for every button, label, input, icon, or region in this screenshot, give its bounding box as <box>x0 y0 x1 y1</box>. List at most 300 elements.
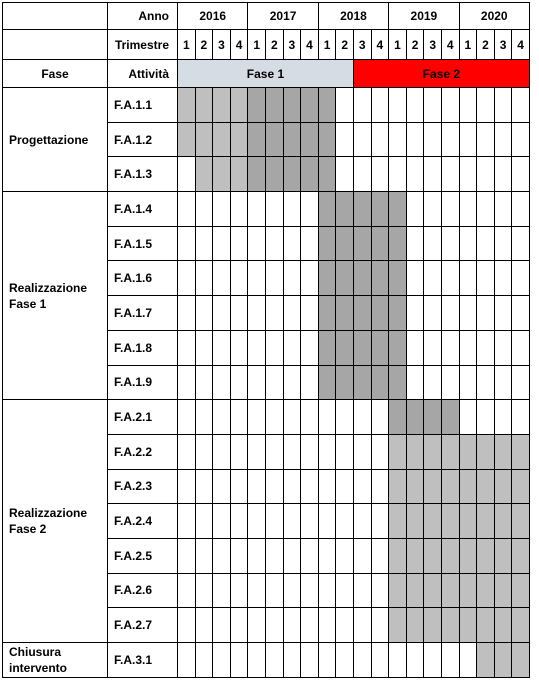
gantt-empty-cell <box>424 330 442 365</box>
gantt-bar-cell <box>265 122 283 157</box>
year-header: 2020 <box>459 3 529 30</box>
gantt-empty-cell <box>248 608 266 643</box>
gantt-empty-cell <box>424 122 442 157</box>
gantt-bar-cell <box>230 157 248 192</box>
gantt-bar-cell <box>406 504 424 539</box>
year-header: 2017 <box>248 3 318 30</box>
quarter-number: 3 <box>213 30 231 60</box>
gantt-empty-cell <box>178 330 196 365</box>
gantt-empty-cell <box>265 330 283 365</box>
gantt-empty-cell <box>353 469 371 504</box>
gantt-bar-cell <box>248 122 266 157</box>
activity-code: F.A.2.6 <box>108 573 178 608</box>
gantt-empty-cell <box>477 400 495 435</box>
gantt-empty-cell <box>230 296 248 331</box>
gantt-bar-cell <box>230 122 248 157</box>
gantt-empty-cell <box>406 157 424 192</box>
gantt-bar-cell <box>459 434 477 469</box>
gantt-empty-cell <box>195 504 213 539</box>
gantt-empty-cell <box>389 122 407 157</box>
activity-row <box>3 400 530 435</box>
gantt-empty-cell <box>213 608 231 643</box>
gantt-empty-cell <box>477 330 495 365</box>
gantt-empty-cell <box>195 538 213 573</box>
gantt-empty-cell <box>477 88 495 123</box>
fase-group-label: Progettazione <box>3 88 108 192</box>
gantt-bar-cell <box>371 226 389 261</box>
gantt-bar-cell <box>336 192 354 227</box>
gantt-empty-cell <box>459 330 477 365</box>
gantt-empty-cell <box>230 226 248 261</box>
gantt-empty-cell <box>371 504 389 539</box>
gantt-empty-cell <box>265 469 283 504</box>
gantt-empty-cell <box>248 434 266 469</box>
gantt-empty-cell <box>283 469 301 504</box>
gantt-empty-cell <box>318 643 336 678</box>
gantt-empty-cell <box>248 400 266 435</box>
gantt-empty-cell <box>178 434 196 469</box>
gantt-bar-cell <box>441 608 459 643</box>
gantt-empty-cell <box>459 400 477 435</box>
gantt-bar-cell <box>459 504 477 539</box>
gantt-empty-cell <box>353 504 371 539</box>
gantt-bar-cell <box>283 122 301 157</box>
phase-band-row <box>3 60 530 88</box>
gantt-bar-cell <box>477 469 495 504</box>
gantt-empty-cell <box>248 226 266 261</box>
gantt-empty-cell <box>512 296 530 331</box>
gantt-bar-cell <box>424 434 442 469</box>
gantt-empty-cell <box>353 400 371 435</box>
gantt-empty-cell <box>265 434 283 469</box>
gantt-empty-cell <box>512 400 530 435</box>
gantt-bar-cell <box>459 538 477 573</box>
gantt-empty-cell <box>389 88 407 123</box>
activity-code: F.A.2.1 <box>108 400 178 435</box>
gantt-empty-cell <box>301 226 319 261</box>
gantt-empty-cell <box>318 504 336 539</box>
gantt-empty-cell <box>512 226 530 261</box>
gantt-empty-cell <box>459 192 477 227</box>
quarter-number: 3 <box>494 30 512 60</box>
gantt-bar-cell <box>318 296 336 331</box>
gantt-bar-cell <box>389 226 407 261</box>
gantt-empty-cell <box>512 88 530 123</box>
gantt-empty-cell <box>195 608 213 643</box>
gantt-empty-cell <box>248 504 266 539</box>
gantt-empty-cell <box>301 365 319 400</box>
gantt-bar-cell <box>318 226 336 261</box>
gantt-bar-cell <box>389 434 407 469</box>
quarter-number: 3 <box>424 30 442 60</box>
gantt-bar-cell <box>406 400 424 435</box>
gantt-empty-cell <box>336 608 354 643</box>
gantt-empty-cell <box>336 88 354 123</box>
gantt-bar-cell <box>424 469 442 504</box>
gantt-empty-cell <box>441 88 459 123</box>
gantt-empty-cell <box>213 192 231 227</box>
gantt-empty-cell <box>301 469 319 504</box>
gantt-empty-cell <box>195 365 213 400</box>
gantt-bar-cell <box>441 538 459 573</box>
gantt-bar-cell <box>301 122 319 157</box>
year-header-row <box>3 3 530 30</box>
gantt-empty-cell <box>230 261 248 296</box>
gantt-empty-cell <box>283 573 301 608</box>
gantt-empty-cell <box>230 192 248 227</box>
gantt-empty-cell <box>494 88 512 123</box>
attivita-column-header: Attività <box>108 60 178 88</box>
gantt-empty-cell <box>318 573 336 608</box>
gantt-empty-cell <box>424 365 442 400</box>
gantt-empty-cell <box>283 504 301 539</box>
gantt-empty-cell <box>406 122 424 157</box>
gantt-empty-cell <box>353 573 371 608</box>
quarter-number: 4 <box>441 30 459 60</box>
quarter-number: 3 <box>283 30 301 60</box>
gantt-bar-cell <box>512 469 530 504</box>
gantt-empty-cell <box>494 400 512 435</box>
quarter-number: 4 <box>512 30 530 60</box>
gantt-empty-cell <box>477 122 495 157</box>
gantt-bar-cell <box>301 88 319 123</box>
gantt-bar-cell <box>406 573 424 608</box>
gantt-empty-cell <box>230 434 248 469</box>
gantt-bar-cell <box>389 608 407 643</box>
phase-band: Fase 1 <box>178 60 354 88</box>
gantt-empty-cell <box>459 296 477 331</box>
year-header: 2019 <box>389 3 459 30</box>
gantt-empty-cell <box>178 157 196 192</box>
gantt-empty-cell <box>301 643 319 678</box>
gantt-bar-cell <box>371 365 389 400</box>
gantt-empty-cell <box>424 296 442 331</box>
gantt-bar-cell <box>406 469 424 504</box>
gantt-empty-cell <box>178 504 196 539</box>
gantt-bar-cell <box>336 296 354 331</box>
gantt-empty-cell <box>248 538 266 573</box>
gantt-bar-cell <box>178 122 196 157</box>
gantt-empty-cell <box>195 434 213 469</box>
gantt-empty-cell <box>265 226 283 261</box>
gantt-empty-cell <box>301 608 319 643</box>
gantt-empty-cell <box>459 88 477 123</box>
quarter-number: 1 <box>318 30 336 60</box>
gantt-empty-cell <box>265 261 283 296</box>
activity-code: F.A.1.2 <box>108 122 178 157</box>
gantt-empty-cell <box>178 573 196 608</box>
gantt-bar-cell <box>389 400 407 435</box>
gantt-empty-cell <box>265 538 283 573</box>
quarter-number: 4 <box>230 30 248 60</box>
gantt-empty-cell <box>459 643 477 678</box>
gantt-empty-cell <box>512 365 530 400</box>
gantt-empty-cell <box>213 434 231 469</box>
gantt-empty-cell <box>406 226 424 261</box>
gantt-empty-cell <box>441 296 459 331</box>
gantt-empty-cell <box>301 400 319 435</box>
gantt-empty-cell <box>371 400 389 435</box>
gantt-empty-cell <box>248 192 266 227</box>
gantt-empty-cell <box>248 643 266 678</box>
gantt-bar-cell <box>512 573 530 608</box>
gantt-bar-cell <box>494 504 512 539</box>
gantt-bar-cell <box>389 261 407 296</box>
gantt-bar-cell <box>318 365 336 400</box>
activity-code: F.A.1.3 <box>108 157 178 192</box>
gantt-empty-cell <box>389 157 407 192</box>
gantt-empty-cell <box>283 643 301 678</box>
gantt-empty-cell <box>195 573 213 608</box>
gantt-bar-cell <box>301 157 319 192</box>
activity-code: F.A.3.1 <box>108 643 178 678</box>
gantt-empty-cell <box>230 469 248 504</box>
gantt-empty-cell <box>371 434 389 469</box>
gantt-empty-cell <box>283 330 301 365</box>
gantt-empty-cell <box>195 192 213 227</box>
gantt-empty-cell <box>336 122 354 157</box>
gantt-empty-cell <box>213 330 231 365</box>
gantt-empty-cell <box>459 157 477 192</box>
gantt-empty-cell <box>213 469 231 504</box>
gantt-bar-cell <box>230 88 248 123</box>
gantt-bar-cell <box>406 434 424 469</box>
gantt-empty-cell <box>178 643 196 678</box>
year-header: 2016 <box>178 3 248 30</box>
activity-code: F.A.1.4 <box>108 192 178 227</box>
gantt-empty-cell <box>336 538 354 573</box>
gantt-empty-cell <box>301 261 319 296</box>
gantt-empty-cell <box>441 330 459 365</box>
quarter-number: 1 <box>389 30 407 60</box>
gantt-bar-cell <box>494 608 512 643</box>
gantt-empty-cell <box>213 538 231 573</box>
gantt-empty-cell <box>477 226 495 261</box>
gantt-bar-cell <box>459 608 477 643</box>
gantt-empty-cell <box>353 608 371 643</box>
quarter-number: 4 <box>301 30 319 60</box>
gantt-empty-cell <box>406 296 424 331</box>
gantt-empty-cell <box>459 261 477 296</box>
gantt-empty-cell <box>371 643 389 678</box>
gantt-empty-cell <box>178 608 196 643</box>
gantt-empty-cell <box>441 192 459 227</box>
gantt-empty-cell <box>265 643 283 678</box>
gantt-empty-cell <box>230 608 248 643</box>
gantt-empty-cell <box>195 400 213 435</box>
gantt-empty-cell <box>424 226 442 261</box>
gantt-empty-cell <box>336 469 354 504</box>
gantt-bar-cell <box>441 573 459 608</box>
gantt-empty-cell <box>318 400 336 435</box>
gantt-empty-cell <box>318 434 336 469</box>
gantt-empty-cell <box>301 504 319 539</box>
gantt-empty-cell <box>213 504 231 539</box>
gantt-bar-cell <box>353 226 371 261</box>
gantt-empty-cell <box>283 365 301 400</box>
gantt-bar-cell <box>353 261 371 296</box>
gantt-empty-cell <box>301 538 319 573</box>
gantt-empty-cell <box>441 226 459 261</box>
gantt-empty-cell <box>494 365 512 400</box>
gantt-empty-cell <box>336 157 354 192</box>
gantt-empty-cell <box>477 192 495 227</box>
gantt-empty-cell <box>213 400 231 435</box>
gantt-bar-cell <box>389 538 407 573</box>
gantt-empty-cell <box>494 122 512 157</box>
fase-group-label: Realizzazione Fase 1 <box>3 192 108 400</box>
gantt-bar-cell <box>512 608 530 643</box>
gantt-bar-cell <box>389 504 407 539</box>
gantt-empty-cell <box>178 261 196 296</box>
gantt-bar-cell <box>441 469 459 504</box>
gantt-bar-cell <box>389 469 407 504</box>
gantt-bar-cell <box>336 330 354 365</box>
fase-group-label: Chiusura intervento <box>3 643 108 678</box>
gantt-empty-cell <box>301 296 319 331</box>
gantt-empty-cell <box>371 573 389 608</box>
gantt-empty-cell <box>213 226 231 261</box>
gantt-empty-cell <box>424 261 442 296</box>
gantt-bar-cell <box>265 88 283 123</box>
gantt-empty-cell <box>477 261 495 296</box>
quarter-header-row <box>3 30 530 60</box>
gantt-empty-cell <box>424 643 442 678</box>
gantt-bar-cell <box>512 643 530 678</box>
gantt-bar-cell <box>494 573 512 608</box>
gantt-empty-cell <box>178 226 196 261</box>
gantt-empty-cell <box>459 365 477 400</box>
gantt-empty-cell <box>318 608 336 643</box>
quarter-number: 2 <box>406 30 424 60</box>
gantt-empty-cell <box>230 330 248 365</box>
gantt-bar-cell <box>213 122 231 157</box>
gantt-empty-cell <box>178 469 196 504</box>
gantt-empty-cell <box>213 643 231 678</box>
gantt-empty-cell <box>494 261 512 296</box>
gantt-bar-cell <box>424 400 442 435</box>
quarter-number: 2 <box>477 30 495 60</box>
gantt-empty-cell <box>265 400 283 435</box>
gantt-empty-cell <box>441 261 459 296</box>
gantt-empty-cell <box>441 365 459 400</box>
gantt-empty-cell <box>494 157 512 192</box>
gantt-empty-cell <box>406 330 424 365</box>
gantt-empty-cell <box>318 538 336 573</box>
gantt-bar-cell <box>336 365 354 400</box>
gantt-empty-cell <box>283 226 301 261</box>
gantt-bar-cell <box>248 88 266 123</box>
gantt-empty-cell <box>371 122 389 157</box>
gantt-bar-cell <box>441 504 459 539</box>
gantt-empty-cell <box>195 261 213 296</box>
gantt-bar-cell <box>371 192 389 227</box>
gantt-empty-cell <box>301 192 319 227</box>
gantt-bar-cell <box>265 157 283 192</box>
gantt-empty-cell <box>230 504 248 539</box>
gantt-empty-cell <box>353 538 371 573</box>
gantt-bar-cell <box>318 88 336 123</box>
gantt-empty-cell <box>178 400 196 435</box>
gantt-empty-cell <box>371 538 389 573</box>
gantt-bar-cell <box>353 330 371 365</box>
gantt-empty-cell <box>512 192 530 227</box>
gantt-bar-cell <box>512 538 530 573</box>
gantt-bar-cell <box>406 538 424 573</box>
gantt-bar-cell <box>318 330 336 365</box>
activity-row <box>3 643 530 678</box>
gantt-bar-cell <box>424 573 442 608</box>
gantt-bar-cell <box>283 157 301 192</box>
gantt-empty-cell <box>494 226 512 261</box>
gantt-empty-cell <box>213 261 231 296</box>
gantt-empty-cell <box>178 296 196 331</box>
gantt-bar-cell <box>494 643 512 678</box>
quarter-number: 2 <box>265 30 283 60</box>
gantt-bar-cell <box>459 469 477 504</box>
gantt-bar-cell <box>477 608 495 643</box>
gantt-empty-cell <box>265 504 283 539</box>
activity-code: F.A.2.4 <box>108 504 178 539</box>
gantt-empty-cell <box>195 296 213 331</box>
quarter-number: 2 <box>336 30 354 60</box>
gantt-empty-cell <box>459 226 477 261</box>
gantt-empty-cell <box>336 643 354 678</box>
gantt-bar-cell <box>389 573 407 608</box>
gantt-empty-cell <box>494 296 512 331</box>
gantt-empty-cell <box>178 538 196 573</box>
gantt-empty-cell <box>424 88 442 123</box>
gantt-empty-cell <box>512 157 530 192</box>
gantt-empty-cell <box>336 504 354 539</box>
gantt-empty-cell <box>441 157 459 192</box>
gantt-bar-cell <box>195 122 213 157</box>
gantt-empty-cell <box>195 469 213 504</box>
gantt-bar-cell <box>477 643 495 678</box>
phase-band: Fase 2 <box>353 60 529 88</box>
gantt-empty-cell <box>336 434 354 469</box>
gantt-empty-cell <box>406 365 424 400</box>
gantt-empty-cell <box>283 192 301 227</box>
activity-code: F.A.2.7 <box>108 608 178 643</box>
gantt-empty-cell <box>195 643 213 678</box>
gantt-empty-cell <box>353 157 371 192</box>
gantt-empty-cell <box>301 330 319 365</box>
gantt-bar-cell <box>494 469 512 504</box>
gantt-empty-cell <box>512 122 530 157</box>
gantt-bar-cell <box>441 434 459 469</box>
gantt-empty-cell <box>371 469 389 504</box>
gantt-empty-cell <box>371 608 389 643</box>
gantt-empty-cell <box>265 365 283 400</box>
gantt-empty-cell <box>248 261 266 296</box>
gantt-empty-cell <box>353 122 371 157</box>
gantt-bar-cell <box>424 504 442 539</box>
gantt-bar-cell <box>424 538 442 573</box>
gantt-bar-cell <box>318 122 336 157</box>
gantt-empty-cell <box>477 365 495 400</box>
gantt-empty-cell <box>459 122 477 157</box>
gantt-bar-cell <box>389 192 407 227</box>
gantt-empty-cell <box>406 88 424 123</box>
quarter-number: 1 <box>459 30 477 60</box>
activity-code: F.A.2.5 <box>108 538 178 573</box>
gantt-bar-cell <box>424 608 442 643</box>
quarter-number: 2 <box>195 30 213 60</box>
gantt-empty-cell <box>178 192 196 227</box>
gantt-bar-cell <box>353 192 371 227</box>
gantt-empty-cell <box>283 400 301 435</box>
